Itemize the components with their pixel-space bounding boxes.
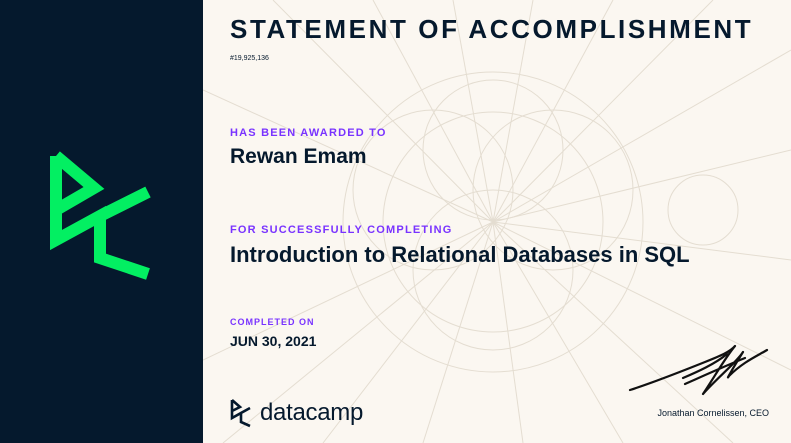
sidebar [0, 0, 203, 443]
completed-label: COMPLETED ON [230, 317, 315, 327]
completion-date: JUN 30, 2021 [230, 333, 317, 349]
signer-name: Jonathan Cornelissen, CEO [657, 408, 769, 418]
course-title: Introduction to Relational Databases in SQL [230, 242, 690, 267]
certificate-title: STATEMENT OF ACCOMPLISHMENT [230, 14, 754, 44]
certificate-id: #19,925,136 [230, 55, 269, 62]
awarded-label: HAS BEEN AWARDED TO [230, 127, 387, 139]
datacamp-logo-icon [48, 148, 156, 284]
ceo-signature [625, 332, 770, 400]
awardee-name: Rewan Emam [230, 145, 367, 168]
brand-name: datacamp [260, 399, 363, 426]
certificate-body [203, 0, 791, 443]
completing-label: FOR SUCCESSFULLY COMPLETING [230, 224, 453, 236]
datacamp-logo-icon [230, 398, 252, 428]
brand-logo [230, 395, 363, 431]
